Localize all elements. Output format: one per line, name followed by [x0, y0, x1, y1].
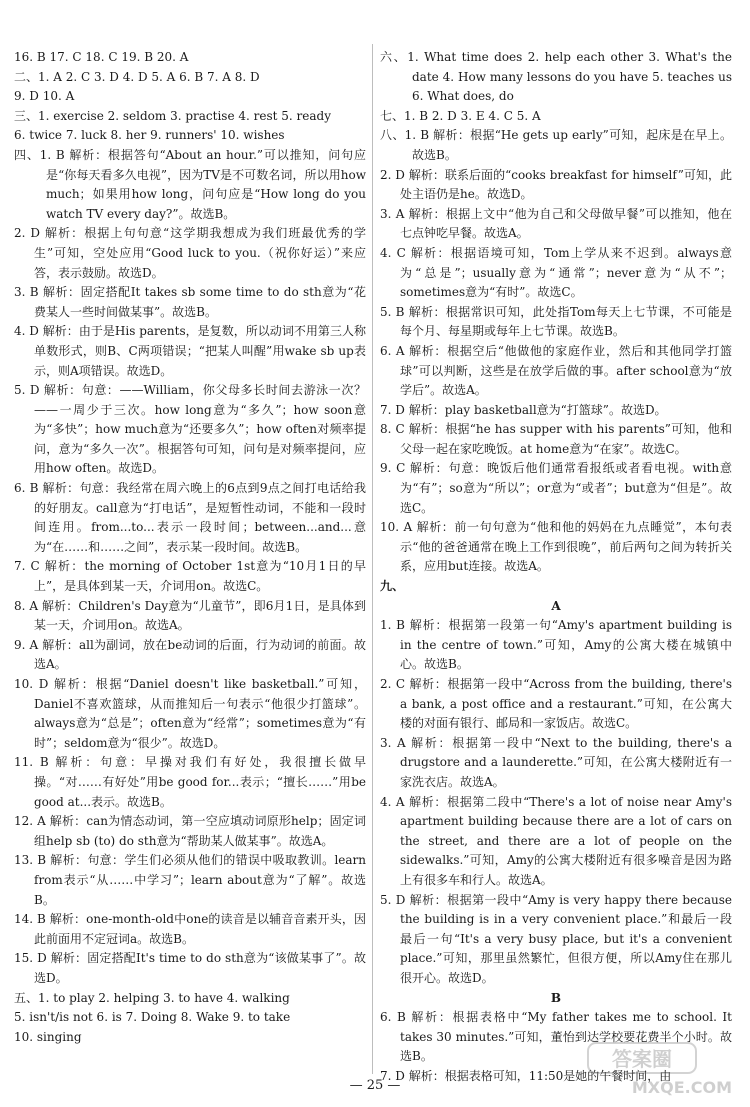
watermark-logo-icon — [586, 1039, 736, 1099]
section-four-item: 四、1. B 解析：根据答句“About an hour.”可以推知，问句应是“你每天看多久电视”，因为TV是不可数名词，所以用how much；如果用how long，问句应是“How long do you watch TV every day?”。故选B。 — [14, 147, 366, 221]
answer-item: 14. B 解析：one-month-old中one的读音是以辅音音素开头，因此前面用不定冠词a。故选B。 — [14, 912, 366, 946]
answer-item: 8. A 解析：Children's Day意为“儿童节”，即6月1日，是具体到某一天，介词用on。故选A。 — [14, 598, 366, 633]
answer-item: 7. D 解析：play basketball意为“打篮球”。故选D。 — [380, 402, 667, 417]
answer-item: 2. D 解析：联系后面的“cooks breakfast for himself”可知，此处主语仍是he。故选D。 — [380, 167, 732, 202]
answer-item: 13. B 解析：句意：学生们必须从他们的错误中吸取教训。learn from表示“从……中学习”；learn about意为“了解”。故选B。 — [14, 853, 366, 907]
answer-item: 2. D 解析：根据上句句意“这学期我想成为我们班最优秀的学生”可知，空处应用“Good luck to you.（祝你好运）”来应答，表示鼓励。故选D。 — [14, 226, 366, 280]
answer-item: 15. D 解析：固定搭配It's time to do sth意为“该做某事了”。故选D。 — [14, 951, 366, 985]
answer-item: 4. D 解析：由于是His parents，是复数，所以动词不用第三人称单数形式，则B、C两项错误；“把某人叫醒”用wake sb up表示，则A项错误。故选D。 — [14, 324, 366, 378]
answer-item: 5. D 解析：句意：——William，你父母多长时间去游泳一次？——一周少于三次。how long意为“多久”；how soon意为“多快”；how much意为“还要多久”；how often对频率提问，意为“多久一次”。根据答句可知，问句是对频率提问，应用how often。故选D。 — [14, 383, 366, 476]
watermark-site-text: MXQE.COM — [631, 1078, 732, 1097]
answer-item: 1. B 解析：根据第一段第一句“Amy's apartment building is in the centre of town.”可知，Amy的公寓大楼在城镇中心。故选B。 — [380, 618, 732, 672]
section-seven-answers: 七、1. B 2. D 3. E 4. C 5. A — [380, 108, 541, 123]
answer-item: 6. B 解析：句意：我经常在周六晚上的6点到9点之间打电话给我的好朋友。call意为“打电话”，是短暂性动词，不能和一段时间连用。from...to...表示一段时间；between...and...意为“在……和……之间”，表示某一段时间。故选B。 — [14, 481, 366, 554]
section-two-answers: 二、1. A 2. C 3. D 4. D 5. A 6. B 7. A 8. D — [14, 69, 260, 84]
answer-line: 9. D 10. A — [14, 89, 75, 104]
passage-b-heading: B — [550, 990, 562, 1005]
answer-item: 11. B 解析：句意：早操对我们有好处，我很擅长做早操。“对……有好处”用be good for...表示；“擅长……”用be good at...表示。故选B。 — [14, 755, 366, 809]
answer-item: 9. A 解析：all为副词，放在be动词的后面，行为动词的前面。故选A。 — [14, 637, 366, 672]
answer-item: 7. C 解析：the morning of October 1st意为“10月1日的早上”，是具体到某一天，介词用on。故选C。 — [14, 559, 366, 594]
answer-item: 9. C 解析：句意：晚饭后他们通常看报纸或者看电视。with意为“有”；so意为“所以”；or意为“或者”；but意为“但是”。故选C。 — [380, 461, 732, 515]
answer-item: 10. D 解析：根据“Daniel doesn't like basketball.”可知，Daniel不喜欢篮球，从而推知后一句表示“他很少打篮球”。always意为“总是”；often意为“经常”；sometimes意为“有时”；seldom意为“很少”。故选D。 — [14, 677, 366, 750]
answer-item: 12. A 解析：can为情态动词，第一空应填动词原形help；固定词组help sb (to) do sth意为“帮助某人做某事”。故选A。 — [14, 814, 366, 848]
answer-item: 6. A 解析：根据空后“他做他的家庭作业，然后和其他同学打篮球”可以判断，这些是在放学后做的事。after school意为“放学后”。故选A。 — [380, 343, 732, 398]
answer-item: 10. A 解析：前一句句意为“他和他的妈妈在九点睡觉”，本句表示“他的爸爸通常在晚上工作到很晚”，前后两句之间为转折关系，应用but连接。故选A。 — [380, 520, 732, 574]
section-six-answers: 六、1. What time does 2. help each other 3. What's the date 4. How many lessons do you have 5. teaches us 6. What does, do — [380, 50, 732, 104]
answer-line: 6. twice 7. luck 8. her 9. runners' 10. wishes — [14, 128, 285, 143]
answer-item: 4. C 解析：根据语境可知，Tom上学从来不迟到。always意为“总是”；usually意为“通常”；never意为“从不”；sometimes意为“有时”。故选C。 — [380, 245, 732, 300]
answer-item: 6. B 解析：根据表格中“My father takes me to school. It takes 30 minutes.”可知，董怡到达学校要花费半个小时。故选B。 — [380, 1010, 732, 1064]
left-column — [14, 48, 366, 1047]
answer-item: 5. D 解析：根据第一段中“Amy is very happy there because the building is in a very convenient place.”和最后一段最后一句“It's a very busy place, but it's a convenient place.”可知，那里虽然繁忙，但很方便，所以Amy住在那儿很开心。故选D。 — [380, 892, 732, 985]
section-eight-item: 八、1. B 解析：根据“He gets up early”可知，起床是在早上。故选B。 — [380, 128, 732, 162]
section-five-answers: 五、1. to play 2. helping 3. to have 4. walking — [14, 990, 290, 1005]
answer-item: 8. C 解析：根据“he has supper with his parents”可知，他和父母一起在家吃晚饭。at home意为“在家”。故选C。 — [380, 422, 732, 456]
page-number: — 25 — — [349, 1078, 401, 1093]
answer-item: 2. C 解析：根据第一段中“Across from the building, there's a bank, a post office and a restaurant.”可知，在公寓大楼的对面有银行、邮局和一家饭店。故选C。 — [380, 677, 732, 731]
answer-item: 7. D 解析：根据表格可知，11:50是她的午餐时间，由 — [380, 1068, 672, 1083]
answer-item: 3. A 解析：根据上文中“他为自己和父母做早餐”可以推知，他在七点钟吃早餐。故选A。 — [380, 206, 732, 241]
column-divider — [372, 44, 373, 1074]
answer-item: 4. A 解析：根据第二段中“There's a lot of noise near Amy's apartment building because there are a lot of cars on the street, and there are a lot of people on the sidewalks.”可知，Amy的公寓大楼附近有很多噪音是因为路上有很多车和行人。故选A。 — [380, 794, 732, 887]
answer-line: 5. isn't/is not 6. is 7. Doing 8. Wake 9. to take — [14, 1010, 291, 1025]
answer-item: 5. B 解析：根据常识可知，此处指Tom每天上七节课，不可能是每个月、每星期或每年上七节课。故选B。 — [380, 304, 732, 339]
section-nine-heading: 九、 — [380, 579, 405, 594]
passage-a-heading: A — [551, 598, 561, 613]
watermark-logo-text: 答案圈 — [612, 1047, 672, 1071]
section-three-answers: 三、1. exercise 2. seldom 3. practise 4. rest 5. ready — [14, 108, 331, 123]
right-column — [380, 48, 732, 1086]
answer-line: 10. singing — [14, 1029, 82, 1044]
answer-item: 3. B 解析：固定搭配It takes sb some time to do sth意为“花费某人一些时间做某事”。故选B。 — [14, 285, 366, 319]
answer-item: 3. A 解析：根据第一段中“Next to the building, there's a drugstore and a launderette.”可知，在公寓大楼附近有一家洗衣店。故选A。 — [380, 735, 732, 789]
answer-line: 16. B 17. C 18. C 19. B 20. A — [14, 50, 189, 64]
